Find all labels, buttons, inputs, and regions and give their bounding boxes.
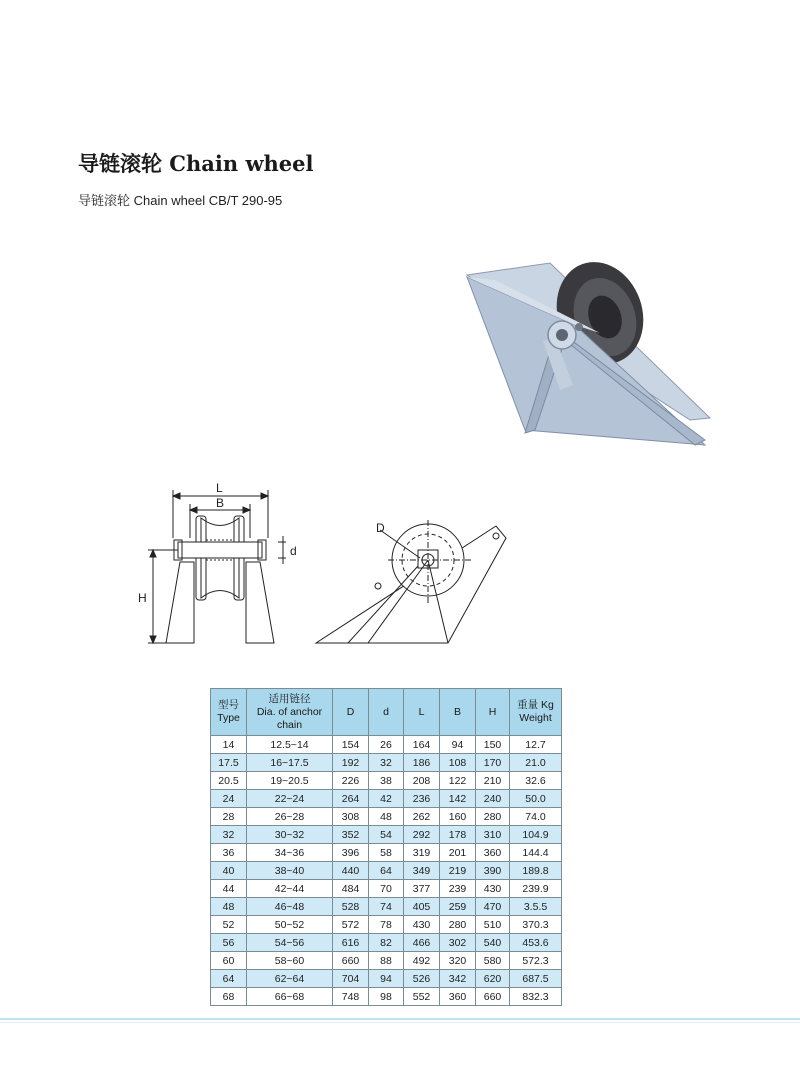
header-type: 型号 Type (211, 689, 247, 736)
table-row (211, 952, 562, 970)
table-cell: 70 (369, 880, 404, 898)
table-row (211, 844, 562, 862)
table-cell: 164 (404, 736, 440, 754)
table-cell: 21.0 (510, 754, 562, 772)
table-cell: 50.0 (510, 790, 562, 808)
table-cell: 88 (369, 952, 404, 970)
table-cell: 240 (476, 790, 510, 808)
table-cell: 16~17.5 (247, 754, 333, 772)
table-cell: 38~40 (247, 862, 333, 880)
table-cell: 466 (404, 934, 440, 952)
table-cell: 122 (440, 772, 476, 790)
table-cell: 320 (440, 952, 476, 970)
table-cell: 94 (369, 970, 404, 988)
table-cell: 3.5.5 (510, 898, 562, 916)
table-cell: 98 (369, 988, 404, 1006)
table-cell: 572 (333, 916, 369, 934)
table-cell: 352 (333, 826, 369, 844)
table-cell: 484 (333, 880, 369, 898)
table-cell: 660 (333, 952, 369, 970)
spec-table (210, 688, 562, 1006)
table-cell: 20.5 (211, 772, 247, 790)
table-cell: 430 (476, 880, 510, 898)
table-cell: 396 (333, 844, 369, 862)
table-cell: 832.3 (510, 988, 562, 1006)
table-cell: 440 (333, 862, 369, 880)
table-cell: 58~60 (247, 952, 333, 970)
header-weight: 重量 Kg Weight (510, 689, 562, 736)
table-cell: 360 (476, 844, 510, 862)
table-cell: 208 (404, 772, 440, 790)
table-cell: 54~56 (247, 934, 333, 952)
side-view-drawing (308, 508, 518, 653)
table-cell: 28 (211, 808, 247, 826)
header-d: d (369, 689, 404, 736)
chain-wheel-photo (455, 255, 725, 470)
table-cell: 36 (211, 844, 247, 862)
table-cell: 201 (440, 844, 476, 862)
table-cell: 108 (440, 754, 476, 772)
table-row (211, 790, 562, 808)
table-cell: 154 (333, 736, 369, 754)
table-cell: 32 (211, 826, 247, 844)
table-row (211, 988, 562, 1006)
table-cell: 54 (369, 826, 404, 844)
table-cell: 292 (404, 826, 440, 844)
table-cell: 360 (440, 988, 476, 1006)
table-cell: 64 (211, 970, 247, 988)
table-cell: 492 (404, 952, 440, 970)
label-D: D (376, 521, 385, 535)
table-row (211, 934, 562, 952)
header-B: B (440, 689, 476, 736)
table-cell: 660 (476, 988, 510, 1006)
table-cell: 430 (404, 916, 440, 934)
table-cell: 259 (440, 898, 476, 916)
table-cell: 24 (211, 790, 247, 808)
table-cell: 44 (211, 880, 247, 898)
table-cell: 280 (440, 916, 476, 934)
table-cell: 42 (369, 790, 404, 808)
table-cell: 620 (476, 970, 510, 988)
table-cell: 142 (440, 790, 476, 808)
table-cell: 74.0 (510, 808, 562, 826)
header-D: D (333, 689, 369, 736)
table-cell: 78 (369, 916, 404, 934)
table-cell: 74 (369, 898, 404, 916)
table-cell: 17.5 (211, 754, 247, 772)
table-cell: 405 (404, 898, 440, 916)
table-cell: 32 (369, 754, 404, 772)
table-cell: 68 (211, 988, 247, 1006)
table-cell: 319 (404, 844, 440, 862)
table-cell: 26 (369, 736, 404, 754)
table-cell: 219 (440, 862, 476, 880)
table-header-row (211, 689, 562, 736)
table-cell: 377 (404, 880, 440, 898)
table-cell: 390 (476, 862, 510, 880)
table-cell: 12.5~14 (247, 736, 333, 754)
table-cell: 26~28 (247, 808, 333, 826)
table-cell: 32.6 (510, 772, 562, 790)
table-cell: 19~20.5 (247, 772, 333, 790)
header-chain-dia: 适用链径 Dia. of anchor chain (247, 689, 333, 736)
table-cell: 580 (476, 952, 510, 970)
table-cell: 189.8 (510, 862, 562, 880)
header-H: H (476, 689, 510, 736)
table-cell: 48 (211, 898, 247, 916)
table-row (211, 970, 562, 988)
table-row (211, 754, 562, 772)
table-cell: 186 (404, 754, 440, 772)
table-cell: 239.9 (510, 880, 562, 898)
table-cell: 236 (404, 790, 440, 808)
table-cell: 526 (404, 970, 440, 988)
table-cell: 170 (476, 754, 510, 772)
table-cell: 34~36 (247, 844, 333, 862)
table-cell: 280 (476, 808, 510, 826)
table-cell: 528 (333, 898, 369, 916)
table-cell: 46~48 (247, 898, 333, 916)
table-cell: 210 (476, 772, 510, 790)
table-cell: 748 (333, 988, 369, 1006)
table-cell: 302 (440, 934, 476, 952)
table-cell: 160 (440, 808, 476, 826)
table-row (211, 736, 562, 754)
table-cell: 192 (333, 754, 369, 772)
table-cell: 239 (440, 880, 476, 898)
table-cell: 552 (404, 988, 440, 1006)
table-cell: 48 (369, 808, 404, 826)
table-cell: 66~68 (247, 988, 333, 1006)
table-cell: 50~52 (247, 916, 333, 934)
table-cell: 342 (440, 970, 476, 988)
table-cell: 178 (440, 826, 476, 844)
table-cell: 22~24 (247, 790, 333, 808)
header-L: L (404, 689, 440, 736)
table-cell: 349 (404, 862, 440, 880)
table-cell: 370.3 (510, 916, 562, 934)
table-cell: 30~32 (247, 826, 333, 844)
table-row (211, 808, 562, 826)
table-cell: 540 (476, 934, 510, 952)
table-cell: 52 (211, 916, 247, 934)
table-row (211, 898, 562, 916)
table-cell: 62~64 (247, 970, 333, 988)
table-cell: 453.6 (510, 934, 562, 952)
table-cell: 42~44 (247, 880, 333, 898)
footer-rule (0, 1018, 800, 1020)
table-row (211, 772, 562, 790)
table-cell: 58 (369, 844, 404, 862)
page-subtitle: 导链滚轮 Chain wheel CB/T 290-95 (78, 193, 283, 208)
table-cell: 308 (333, 808, 369, 826)
table-cell: 144.4 (510, 844, 562, 862)
label-B: B (216, 496, 225, 510)
table-cell: 12.7 (510, 736, 562, 754)
table-cell: 687.5 (510, 970, 562, 988)
table-cell: 510 (476, 916, 510, 934)
front-view-drawing (128, 478, 308, 653)
table-cell: 60 (211, 952, 247, 970)
label-L: L (216, 481, 223, 495)
table-cell: 150 (476, 736, 510, 754)
table-row (211, 862, 562, 880)
table-cell: 470 (476, 898, 510, 916)
label-H: H (138, 591, 147, 605)
table-cell: 82 (369, 934, 404, 952)
page-title: 导链滚轮 Chain wheel (78, 151, 314, 176)
table-cell: 104.9 (510, 826, 562, 844)
table-row (211, 916, 562, 934)
spec-table-body (211, 736, 562, 1006)
table-cell: 572.3 (510, 952, 562, 970)
footer-rule-thin (0, 1022, 800, 1023)
table-cell: 14 (211, 736, 247, 754)
table-cell: 64 (369, 862, 404, 880)
table-cell: 40 (211, 862, 247, 880)
table-row (211, 826, 562, 844)
table-cell: 226 (333, 772, 369, 790)
table-cell: 616 (333, 934, 369, 952)
table-cell: 264 (333, 790, 369, 808)
table-cell: 56 (211, 934, 247, 952)
label-d: d (290, 544, 297, 558)
table-cell: 310 (476, 826, 510, 844)
table-row (211, 880, 562, 898)
table-cell: 262 (404, 808, 440, 826)
table-cell: 38 (369, 772, 404, 790)
table-cell: 704 (333, 970, 369, 988)
table-cell: 94 (440, 736, 476, 754)
